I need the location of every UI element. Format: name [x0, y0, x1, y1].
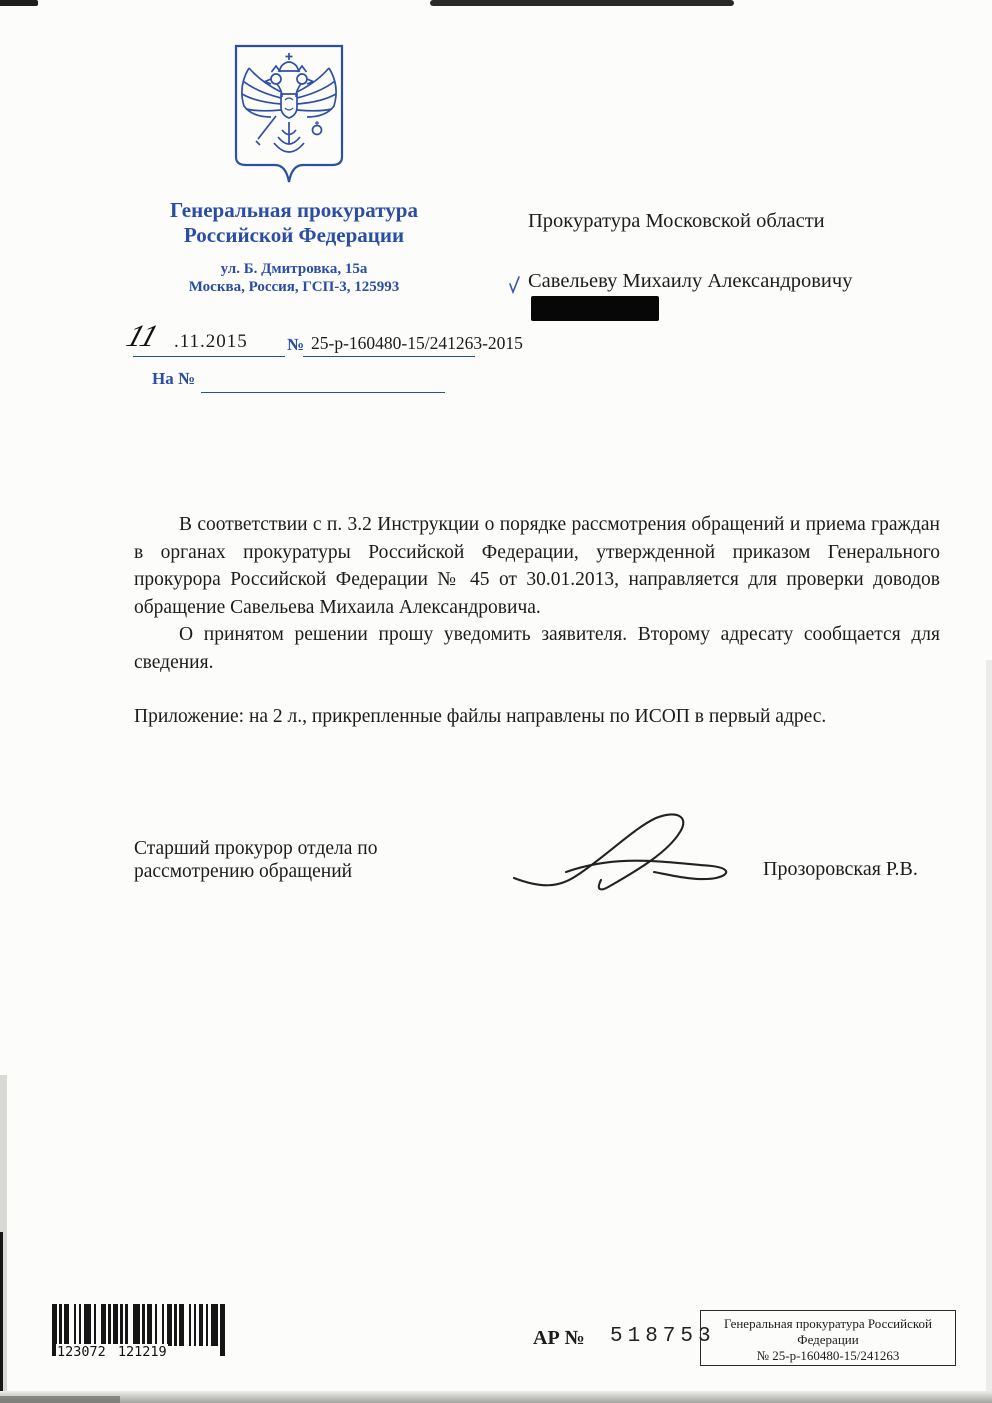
registry-box-line1: Генеральная прокуратура Российской — [724, 1316, 932, 1331]
redaction-bar — [531, 296, 659, 321]
scan-artifact-right-edge — [986, 660, 992, 1391]
scan-artifact-top-left — [0, 0, 38, 6]
barcode-bars — [52, 1304, 225, 1346]
letter-body — [134, 511, 940, 731]
registration-stamp-label: АР № — [533, 1327, 585, 1349]
number-sign: № — [287, 335, 305, 354]
barcode — [52, 1304, 184, 1362]
scan-artifact-bottom-left — [0, 1396, 120, 1403]
signer-title-line2: рассмотрению обращений — [134, 861, 353, 882]
recipient-name: Савельеву Михаилу Александровичу — [528, 270, 853, 292]
outgoing-number: 25-р-160480-15/241263-2015 — [311, 333, 523, 353]
barcode-digits-right: 121219 — [117, 1344, 167, 1360]
org-address — [118, 260, 470, 296]
registration-stamp-number: 518753 — [610, 1325, 716, 1348]
na-no-label: На № — [152, 369, 196, 388]
registry-box — [700, 1310, 956, 1366]
body-paragraph-1: В соответствии с п. 3.2 Инструкции о порядке рассмотрения обращений и приема граждан в органах прокуратуры Российской Федерации, утвержденной приказом Генерального прокурора Российской Федерации № 45 от 30.01.2013, направляется для проверки доводов обращение Савельева Михаила Александровича. — [134, 514, 940, 618]
signer-title-line1: Старший прокурор отдела по — [134, 838, 378, 859]
body-paragraph-attachment: Приложение: на 2 л., прикрепленные файлы направлены по ИСОП в первый адрес. — [134, 706, 827, 727]
date-underline — [133, 356, 285, 357]
recipient-organization: Прокуратура Московской области — [528, 210, 825, 232]
org-name-line2: Российской Федерации — [183, 223, 405, 247]
na-no-underline — [201, 392, 445, 393]
scan-artifact-top-middle — [430, 0, 734, 6]
barcode-digits-left: 123072 — [57, 1344, 106, 1360]
org-name — [118, 198, 470, 248]
handwritten-signature-icon — [500, 808, 768, 908]
pen-checkmark-icon — [506, 274, 522, 296]
scan-artifact-left-line — [0, 1232, 3, 1403]
number-underline — [303, 356, 475, 357]
scan-artifact-bottom-edge — [0, 1391, 992, 1403]
handwritten-date-day: 11 — [122, 318, 163, 353]
body-paragraph-2: О принятом решении прошу уведомить заявителя. Второму адресату сообщается для сведения. — [134, 624, 940, 673]
barcode-digits — [56, 1344, 168, 1360]
coat-of-arms-icon — [228, 42, 350, 188]
org-name-line1: Генеральная прокуратура — [170, 198, 418, 222]
printed-date: .11.2015 — [174, 331, 248, 352]
registry-box-line2: Федерации — [797, 1332, 859, 1347]
signer-title — [134, 837, 377, 883]
org-address-line1: ул. Б. Дмитровка, 15а — [220, 261, 368, 277]
org-address-line2: Москва, Россия, ГСП-3, 125993 — [188, 279, 400, 295]
signer-name: Прозоровская Р.В. — [763, 858, 918, 880]
registry-box-line3: № 25-р-160480-15/241263 — [756, 1348, 900, 1363]
